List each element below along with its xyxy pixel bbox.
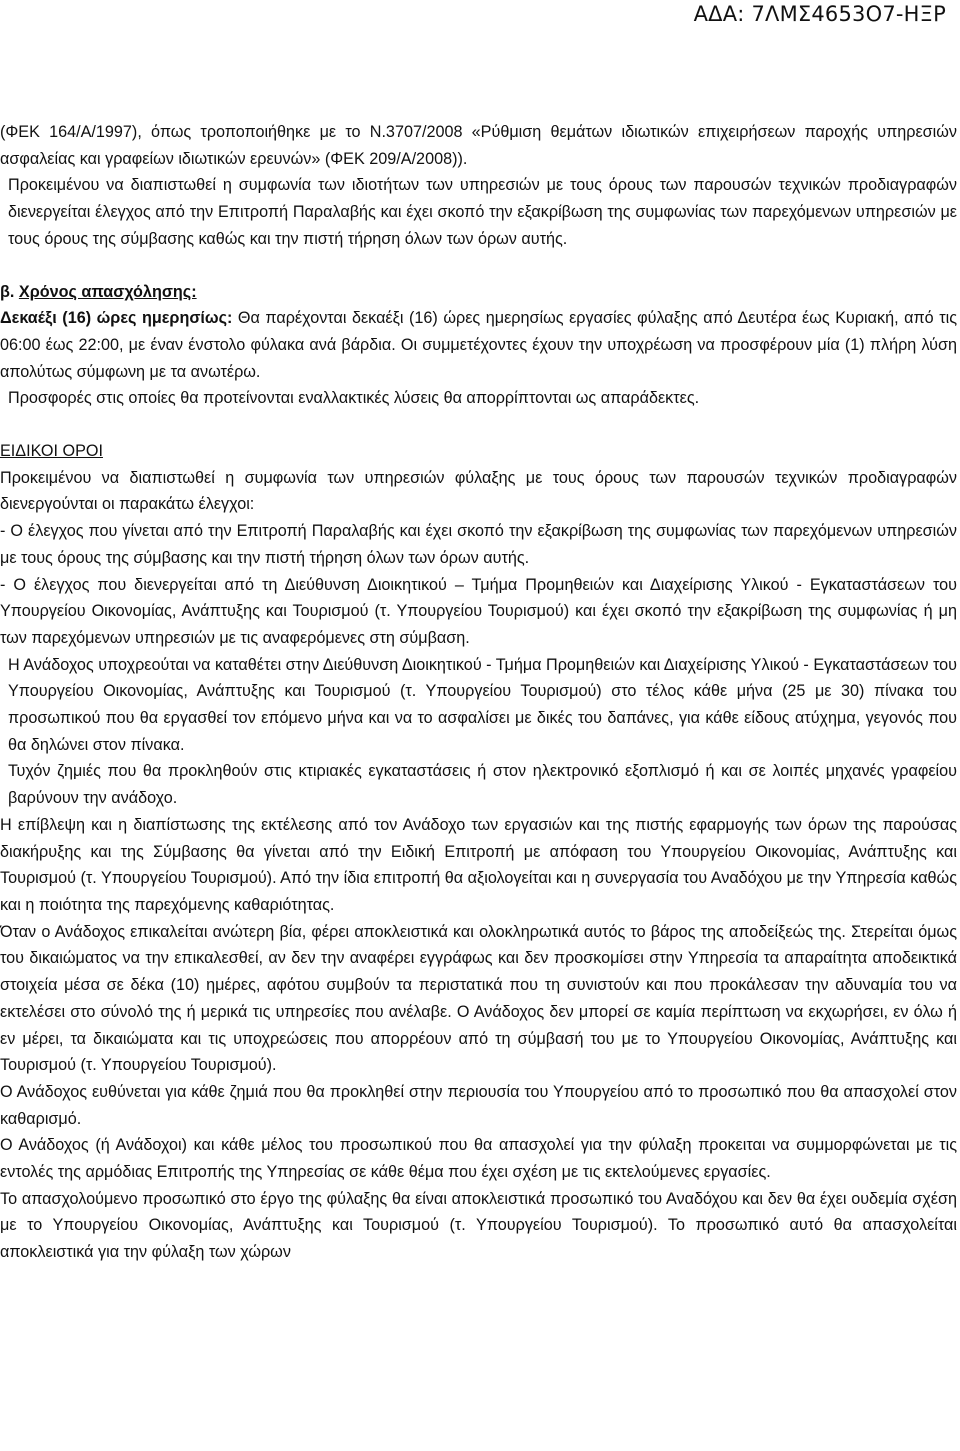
- document-body: [0, 119, 957, 1266]
- paragraph-damages: Τυχόν ζημιές που θα προκληθούν στις κτιριακές εγκαταστάσεις ή στον ηλεκτρονικό εξοπλισμό ή και σε λοιπές μηχανές γραφείου βαρύνουν την ανάδοχο.: [8, 762, 957, 808]
- paragraph-staff-table: Η Ανάδοχος υποχρεούται να καταθέτει στην Διεύθυνση Διοικητικού - Τμήμα Προμηθειών και Διαχείρισης Υλικού - Εγκαταστάσεων του Υπουργείου Οικονομίας, Ανάπτυξης και Τουρισμού (τ. Υπουργείου Τουρισμού) στο τέλος κάθε μήνα (25 με 30) πίνακα του προσωπικού που θα εργασθεί τον επόμενο μήνα και να το ασφαλίσει με δικές του δαπάνες, για κάθε είδους ατύχημα, γεγονός που θα δηλώνει στον πίνακα.: [8, 655, 957, 754]
- special-terms-title: [0, 438, 957, 465]
- paragraph-working-hours: [0, 305, 957, 385]
- working-hours-label: Δεκαέξι (16) ώρες ημερησίως:: [0, 309, 233, 328]
- paragraph-check-directorate: - Ο έλεγχος που διενεργείται από τη Διεύθυνση Διοικητικού – Τμήμα Προμηθειών και Διαχείρισης Υλικού - Εγκαταστάσεων του Υπουργείου Οικονομίας, Ανάπτυξης και Τουρισμού (τ. Υπουργείου Τουρισμού) και έχει σκοπό την εξακρίβωση της συμφωνίας ή μη των παρεχόμενων υπηρεσιών με τις αναφερόμενες στη σύμβαση.: [0, 575, 957, 647]
- paragraph-rejected-offers: Προσφορές στις οποίες θα προτείνονται εναλλακτικές λύσεις θα απορρίπτονται ως απαράδεκτες.: [8, 389, 700, 408]
- paragraph-liability: Ο Ανάδοχος ευθύνεται για κάθε ζημιά που θα προκληθεί στην περιουσία του Υπουργείου από το προσωπικό που θα απασχολεί στον καθαρισμό.: [0, 1082, 957, 1128]
- section-b-title: Χρόνος απασχόλησης:: [18, 282, 197, 301]
- paragraph-supervision: Η επίβλεψη και η διαπίστωσης της εκτέλεσης από τον Ανάδοχο των εργασιών και της πιστής εφαρμογής των όρων της παρούσας διακήρυξης και της Σύμβασης θα γίνεται από την Ειδική Επιτροπή με απόφαση του Υπουργείου Οικονομίας, Ανάπτυξης και Τουρισμού (τ. Υπουργείου Τουρισμού). Από την ίδια επιτροπή θα αξιολογείται και η συνεργασία του Αναδόχου με την Υπηρεσία καθώς και η ποιότητα της παρεχόμενης καθαριότητας.: [0, 815, 957, 914]
- paragraph-check-committee: - Ο έλεγχος που γίνεται από την Επιτροπή Παραλαβής και έχει σκοπό την εξακρίβωση της συμφωνίας των παρεχόμενων υπηρεσιών με τους όρους της σύμβασης και την πιστή τήρηση όλων των όρων αυτής.: [0, 522, 957, 567]
- spacer: [0, 412, 957, 438]
- paragraph-force-majeure: Όταν ο Ανάδοχος επικαλείται ανώτερη βία, φέρει αποκλειστικά και ολοκληρωτικά αυτός το βάρος της αποδείξεώς της. Στερείται όμως του δικαιώματος να την επικαλεσθεί, αν δεν την αναφέρει εγγράφως και δεν προσκομίσει στην Υπηρεσία τα απαραίτητα αποδεικτικά στοιχεία μέσα σε δέκα (10) ημέρες, αφότου συμβούν τα περιστατικά που τη συνιστούν και που προκάλεσαν την αδυναμία του να εκτελέσει στο σύνολό της ή μερικά τις υπηρεσίες που ανέλαβε. Ο Ανάδοχος δεν μπορεί σε καμία περίπτωση να εκχωρήσει, εν όλω ή εν μέρει, τα δικαιώματα και τις υποχρεώσεις που απορρέουν από τη σύμβασή του με το Υπουργείου Οικονομίας, Ανάπτυξης και Τουρισμού (τ. Υπουργείου Τουρισμού).: [0, 922, 957, 1075]
- paragraph-checks-intro: Προκειμένου να διαπιστωθεί η συμφωνία των υπηρεσιών φύλαξης με τους όρους των παρουσών τεχνικών προδιαγραφών διενεργούνται οι παρακάτω έλεγχοι:: [0, 468, 957, 514]
- paragraph-staff-exclusive: Το απασχολούμενο προσωπικό στο έργο της φύλαξης θα είναι αποκλειστικά προσωπικό του Αναδόχου και δεν θα έχει ουδεμία σχέση με το Υπουργείου Οικονομίας, Ανάπτυξης και Τουρισμού (τ. Υπουργείου Τουρισμού). Το προσωπικό αυτό θα απασχολείται αποκλειστικά για την φύλαξη των χώρων: [0, 1189, 957, 1262]
- section-b-prefix: β.: [0, 282, 15, 301]
- section-b-heading: [0, 279, 957, 306]
- spacer: [0, 253, 957, 279]
- working-hours-text: Θα παρέχονται δεκαέξι (16) ώρες ημερησίως εργασίες φύλαξης από Δευτέρα έως Κυριακή, από τις 06:00 έως 22:00, με έναν ένστολο φύλακα ανά βάρδια. Οι συμμετέχοντες έχουν την υποχρέωση να προσφέρουν μία (1) πλήρη λύση απολύτως σύμφωνη με τα ανωτέρω.: [0, 309, 958, 381]
- special-terms-label: ΕΙΔΙΚΟΙ ΟΡΟΙ: [0, 442, 103, 461]
- paragraph-committee-check: Προκειμένου να διαπιστωθεί η συμφωνία των ιδιοτήτων των υπηρεσιών με τους όρους των παρουσών τεχνικών προδιαγραφών διενεργείται έλεγχος από την Επιτροπή Παραλαβής και έχει σκοπό την εξακρίβωση της συμφωνίας των παρεχόμενων υπηρεσιών με τους όρους της σύμβασης καθώς και την πιστή τήρηση όλων των όρων αυτής.: [8, 176, 957, 248]
- ada-code-header: ΑΔΑ: 7ΛΜΣ4653Ο7-ΗΞΡ: [693, 2, 946, 26]
- paragraph-compliance: Ο Ανάδοχος (ή Ανάδοχοι) και κάθε μέλος του προσωπικού που θα απασχολεί για την φύλαξη προκειται να συμμορφώνεται με τις εντολές της αρμόδιας Επιτροπής της Υπηρεσίας σε κάθε θέμα που έχει σχέση με τις εκτελούμενες εργασίες.: [0, 1136, 957, 1182]
- paragraph-fek-reference: (ΦΕΚ 164/Α/1997), όπως τροποποιήθηκε με το Ν.3707/2008 «Ρύθμιση θεμάτων ιδιωτικών επιχειρήσεων παροχής υπηρεσιών ασφαλείας και γραφείων ιδιωτικών ερευνών» (ΦΕΚ 209/Α/2008)).: [0, 123, 957, 168]
